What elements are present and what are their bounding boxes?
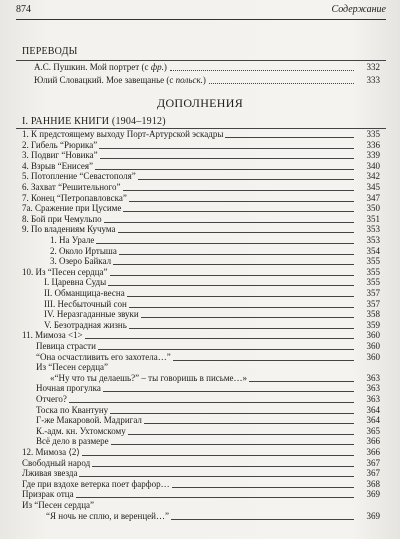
entry-title: 1. К предстоящему выходу Порт-Артурской эскадры [22, 129, 224, 139]
entry-title: К.-адм. кн. Ухтомскому [36, 425, 126, 436]
entry-page: 333 [366, 75, 380, 85]
entry-title: II. Обманщица-весна [44, 288, 125, 298]
entry-title: 6. Захват “Решительного” [22, 182, 121, 192]
entry-page: 345 [366, 182, 380, 192]
page-number: 874 [16, 4, 31, 15]
entry-title: “Я ночь не сплю, и веренцей…” [46, 510, 169, 521]
leader-line [129, 307, 354, 308]
entry-title: Лживая звезда [22, 468, 78, 479]
entry-page: 369 [366, 510, 380, 521]
entry-page: 358 [366, 309, 380, 320]
toc-entry [0, 150, 400, 160]
entry-title: “Она осчастливить его захотела…” [36, 351, 171, 362]
entry-page: 353 [366, 224, 380, 235]
toc-entry [0, 320, 400, 330]
entry-page: 366 [366, 447, 380, 457]
entry-title: 5. Потопление “Севастополя” [22, 171, 136, 182]
toc-entry [0, 458, 400, 468]
entry-page: 359 [366, 319, 380, 330]
entry-title: IV. Неразгаданные звуки [44, 309, 139, 320]
toc-entry [0, 75, 400, 85]
entry-title: 12. Мимоза ⟨2⟩ [22, 447, 80, 457]
toc-entry [0, 193, 400, 203]
entry-page: 360 [366, 351, 380, 362]
leader-line [118, 232, 354, 233]
leader-line [128, 434, 354, 435]
leader-line [103, 391, 354, 392]
entry-page: 336 [366, 139, 380, 150]
toc-entry [0, 214, 400, 224]
entry-title: 7а. Сражение при Цусиме [22, 203, 122, 214]
toc-entry [0, 373, 400, 383]
entry-page: 342 [366, 171, 380, 182]
leader-line [99, 148, 354, 149]
entry-title: 1. На Урале [50, 235, 95, 245]
leader-line [110, 413, 354, 414]
toc-entry [0, 330, 400, 340]
toc-entry [0, 362, 400, 372]
leader-line [172, 487, 354, 488]
entry-page: 367 [366, 457, 380, 468]
entry-page: 357 [366, 298, 380, 309]
leader-dots [209, 83, 354, 84]
entry-title: А.С. Пушкин. Мой портрет (с фр.) [34, 62, 167, 72]
entry-title: 9. По владениям Кучума [22, 224, 116, 235]
entry-title: 2. Около Иртыша [50, 245, 117, 256]
entry-title: 8. Бой при Чемульпо [22, 213, 102, 224]
entry-title: Свободный народ [22, 457, 91, 468]
leader-line [123, 211, 354, 212]
translations-heading: ПЕРЕВОДЫ [22, 46, 78, 57]
leader-line [76, 497, 354, 498]
leader-line [98, 349, 354, 350]
entry-title: Юлий Словацкий. Мое завещанье (с польск.) [34, 75, 206, 85]
entry-page: 357 [366, 288, 380, 298]
entry-title: V. Безотрадная жизнь [44, 319, 127, 330]
toc-entry [0, 468, 400, 478]
toc-entry [0, 426, 400, 436]
leader-line [96, 243, 354, 244]
entry-page: 364 [366, 404, 380, 415]
entry-page: 363 [366, 394, 380, 404]
leader-line [85, 338, 354, 339]
leader-line [127, 296, 354, 297]
toc-entry [0, 394, 400, 404]
leader-line [79, 476, 354, 477]
entry-page: 355 [366, 266, 380, 277]
toc-entry [0, 489, 400, 499]
toc-entry [0, 129, 400, 139]
entry-page: 355 [366, 256, 380, 267]
leader-line [144, 423, 354, 424]
leader-line [104, 222, 354, 223]
entry-title: Отчего? [36, 394, 67, 404]
entry-page: 363 [366, 383, 380, 394]
entry-title: 3. Озеро Байкал [50, 256, 112, 267]
entry-page: 353 [366, 235, 380, 245]
entry-page: 367 [366, 468, 380, 479]
leader-line [171, 519, 354, 520]
leader-line [113, 264, 354, 265]
leader-line [92, 466, 354, 467]
entry-title: 10. Из “Песен сердца” [22, 266, 108, 277]
entry-page: 347 [366, 192, 380, 203]
toc-entry [0, 62, 400, 72]
toc-entry [0, 299, 400, 309]
entry-title: «“Ну что ты делаешь?” – ты говоришь в письме…» [50, 372, 248, 383]
entry-title: III. Несбыточный сон [44, 298, 127, 309]
entry-page: 351 [366, 213, 380, 224]
entry-title: 2. Гибель “Рюрика” [22, 139, 98, 150]
entry-page: 335 [366, 129, 380, 139]
entry-title: 11. Мимоза <1> [22, 330, 83, 341]
additions-subheading: I. РАННИЕ КНИГИ (1904–1912) [22, 116, 166, 127]
leader-line [108, 285, 354, 286]
entry-page: 355 [366, 277, 380, 288]
additions-heading: ДОПОЛНЕНИЯ [156, 96, 244, 110]
toc-entry [0, 479, 400, 489]
entry-title: Из “Песен сердца” [36, 362, 109, 373]
running-title: Содержание [331, 4, 386, 15]
toc-entry [0, 383, 400, 393]
toc-entry [0, 203, 400, 213]
leader-line [69, 402, 354, 403]
entry-page: 340 [366, 160, 380, 171]
toc-entry [0, 511, 400, 521]
toc-entry [0, 161, 400, 171]
toc-entry [0, 267, 400, 277]
entry-title: 7. Конец “Петропавловска” [22, 192, 127, 203]
entry-page: 332 [366, 62, 380, 72]
entry-page: 363 [366, 372, 380, 383]
leader-line [110, 275, 354, 276]
header-rule [16, 19, 386, 20]
entry-title: I. Царевна Суды [44, 277, 107, 288]
leader-line [138, 179, 354, 180]
entry-title: Из “Песен сердца” [22, 500, 95, 510]
leader-line [82, 455, 354, 456]
toc-entry [0, 405, 400, 415]
entry-title: 3. Подвиг “Новика” [22, 150, 98, 161]
entry-page: 360 [366, 341, 380, 351]
entry-title: Певица страсти [36, 341, 96, 351]
entry-page: 369 [366, 489, 380, 500]
entry-page: 350 [366, 203, 380, 214]
toc-entry [0, 235, 400, 245]
entry-page: 366 [366, 436, 380, 447]
entry-page: 368 [366, 478, 380, 489]
toc-entry [0, 288, 400, 298]
toc-entry [0, 182, 400, 192]
leader-line [119, 254, 354, 255]
toc-entry [0, 171, 400, 181]
toc-entry [0, 246, 400, 256]
entry-title: Тоска по Квантуну [36, 404, 109, 415]
leader-line [249, 381, 354, 382]
entry-title: 4. Взрыв “Енисея” [22, 160, 93, 171]
toc-entry [0, 341, 400, 351]
toc-entry [0, 224, 400, 234]
toc-entry [0, 277, 400, 287]
entry-page: 364 [366, 415, 380, 426]
leader-line [129, 328, 354, 329]
section-rule [16, 60, 386, 61]
toc-entry [0, 140, 400, 150]
running-header [16, 4, 386, 19]
leader-line [100, 158, 354, 159]
entry-title: Всё дело в размере [36, 436, 109, 447]
entry-title: Г-же Макаровой. Мадригал [36, 415, 142, 426]
toc-entry [0, 447, 400, 457]
leader-line [111, 444, 354, 445]
toc-entry [0, 352, 400, 362]
toc-entry [0, 436, 400, 446]
leader-line [123, 190, 354, 191]
leader-dots [170, 70, 354, 71]
leader-line [225, 137, 354, 138]
toc-entry [0, 256, 400, 266]
entry-title: Призрак отца [22, 489, 74, 500]
entry-page: 354 [366, 245, 380, 256]
toc-entry [0, 500, 400, 510]
entry-page: 365 [366, 425, 380, 436]
entry-page: 339 [366, 150, 380, 161]
leader-line [95, 169, 354, 170]
entry-title: Где при вздохе ветерка поет фарфор… [22, 478, 170, 489]
leader-line [173, 360, 354, 361]
entry-page: 360 [366, 330, 380, 341]
leader-line [141, 317, 354, 318]
entry-title: Ночная прогулка [36, 383, 101, 394]
toc-entry [0, 309, 400, 319]
toc-entry [0, 415, 400, 425]
leader-line [129, 201, 354, 202]
